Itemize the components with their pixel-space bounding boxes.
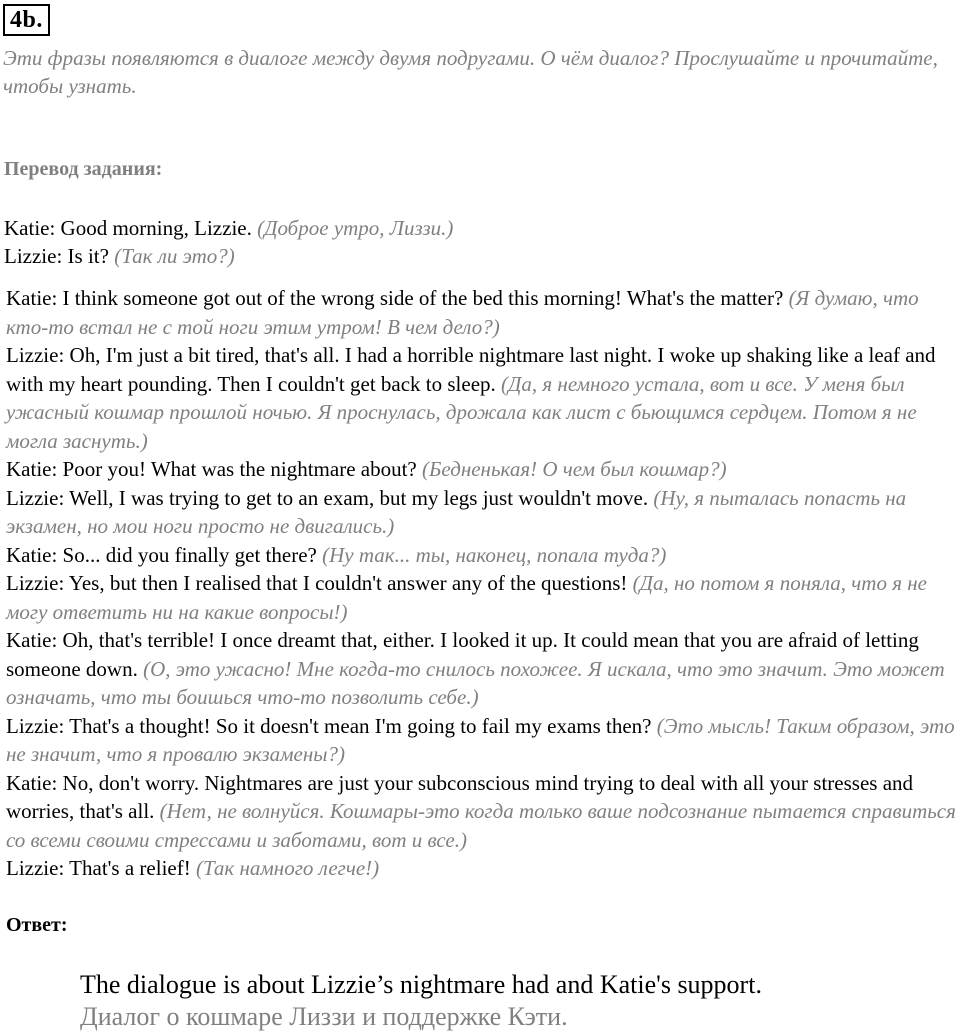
- dialogue-line: [6, 626, 958, 712]
- task-instructions: Эти фразы появляются в диалоге между двумя подругами. О чём диалог? Прослушайте и прочитайте, чтобы узнать.: [3, 46, 938, 98]
- dialogue-line: [6, 712, 958, 769]
- dialogue-line: [6, 854, 958, 883]
- dialogue-line: [6, 484, 958, 541]
- line-translation: (Это мысль! Таким образом, это не значит, что я провалю экзамены?): [6, 713, 955, 766]
- line-translation: (Да, я немного устала, вот и все. У меня был ужасный кошмар прошлой ночью. Я проснулась, дрожала как лист с бьющимся сердцем. Потом я не могла заснуть.): [6, 371, 917, 453]
- line-english: Lizzie: Well, I was trying to get to an exam, but my legs just wouldn't move.: [6, 485, 654, 510]
- line-english: Katie: Poor you! What was the nightmare about?: [6, 457, 423, 481]
- answer-russian: Диалог о кошмаре Лиззи и поддержке Кэти.: [80, 1002, 568, 1031]
- line-translation: (Бедненькая! О чем был кошмар?): [422, 457, 727, 481]
- dialogue-line: [6, 769, 958, 855]
- line-translation: (Ну так... ты, наконец, попала туда?): [322, 542, 667, 567]
- dialogue-body: [6, 284, 958, 883]
- dialogue-intro: [4, 214, 956, 270]
- line-english: Katie: Good morning, Lizzie.: [4, 216, 258, 240]
- translation-heading: Перевод задания:: [4, 158, 163, 180]
- dialogue-line: [6, 455, 958, 484]
- line-english: Katie: I think someone got out of the wrong side of the bed this morning! What's the matter?: [6, 286, 789, 310]
- line-english: Lizzie: That's a thought! So it doesn't mean I'm going to fail my exams then?: [6, 713, 657, 738]
- answer-block: [80, 969, 762, 1033]
- dialogue-line: [6, 541, 958, 570]
- line-english: Lizzie: Yes, but then I realised that I couldn't answer any of the questions!: [6, 571, 633, 595]
- line-english: Katie: Oh, that's terrible! I once dreamt that, either. I looked it up. It could mean that you are afraid of letting someone down.: [6, 628, 919, 681]
- line-translation: (Так намного легче!): [195, 856, 380, 880]
- exercise-number-badge: 4b.: [3, 4, 50, 36]
- line-translation: (Я думаю, что кто-то встал не с той ноги этим утром! В чем дело?): [6, 286, 919, 339]
- dialogue-line: [6, 569, 958, 626]
- line-english: Katie: No, don't worry. Nightmares are just your subconscious mind trying to deal with all your stresses and worries, that's all.: [6, 770, 914, 823]
- line-english: Katie: So... did you finally get there?: [6, 542, 323, 567]
- line-english: Lizzie: Is it?: [4, 244, 115, 268]
- line-translation: (О, это ужасно! Мне когда-то снилось похожее. Я искала, что это значит. Это может означать, что ты боишься что-то позволить себе.): [6, 656, 945, 709]
- dialogue-line: [6, 341, 958, 455]
- line-translation: (Ну, я пыталась попасть на экзамен, но мои ноги просто не двигались.): [6, 485, 907, 538]
- answer-english: The dialogue is about Lizzie’s nightmare had and Katie's support.: [80, 970, 762, 999]
- line-translation: (Доброе утро, Лиззи.): [257, 216, 454, 240]
- line-translation: (Нет, не волнуйся. Кошмары-это когда только ваше подсознание пытается справиться со всеми своими стрессами и заботами, вот и все.): [6, 799, 956, 852]
- answer-heading: Ответ:: [6, 914, 68, 936]
- line-english: Lizzie: Oh, I'm just a bit tired, that's all. I had a horrible nightmare last night. I woke up shaking like a leaf and with my heart pounding. Then I couldn't get back to sleep.: [6, 343, 936, 396]
- dialogue-line: [6, 284, 958, 341]
- line-translation: (Да, но потом я поняла, что я не могу ответить ни на какие вопросы!): [6, 571, 927, 624]
- line-english: Lizzie: That's a relief!: [6, 856, 196, 880]
- line-translation: (Так ли это?): [114, 244, 235, 268]
- dialogue-line: [4, 242, 956, 270]
- dialogue-line: [4, 214, 956, 242]
